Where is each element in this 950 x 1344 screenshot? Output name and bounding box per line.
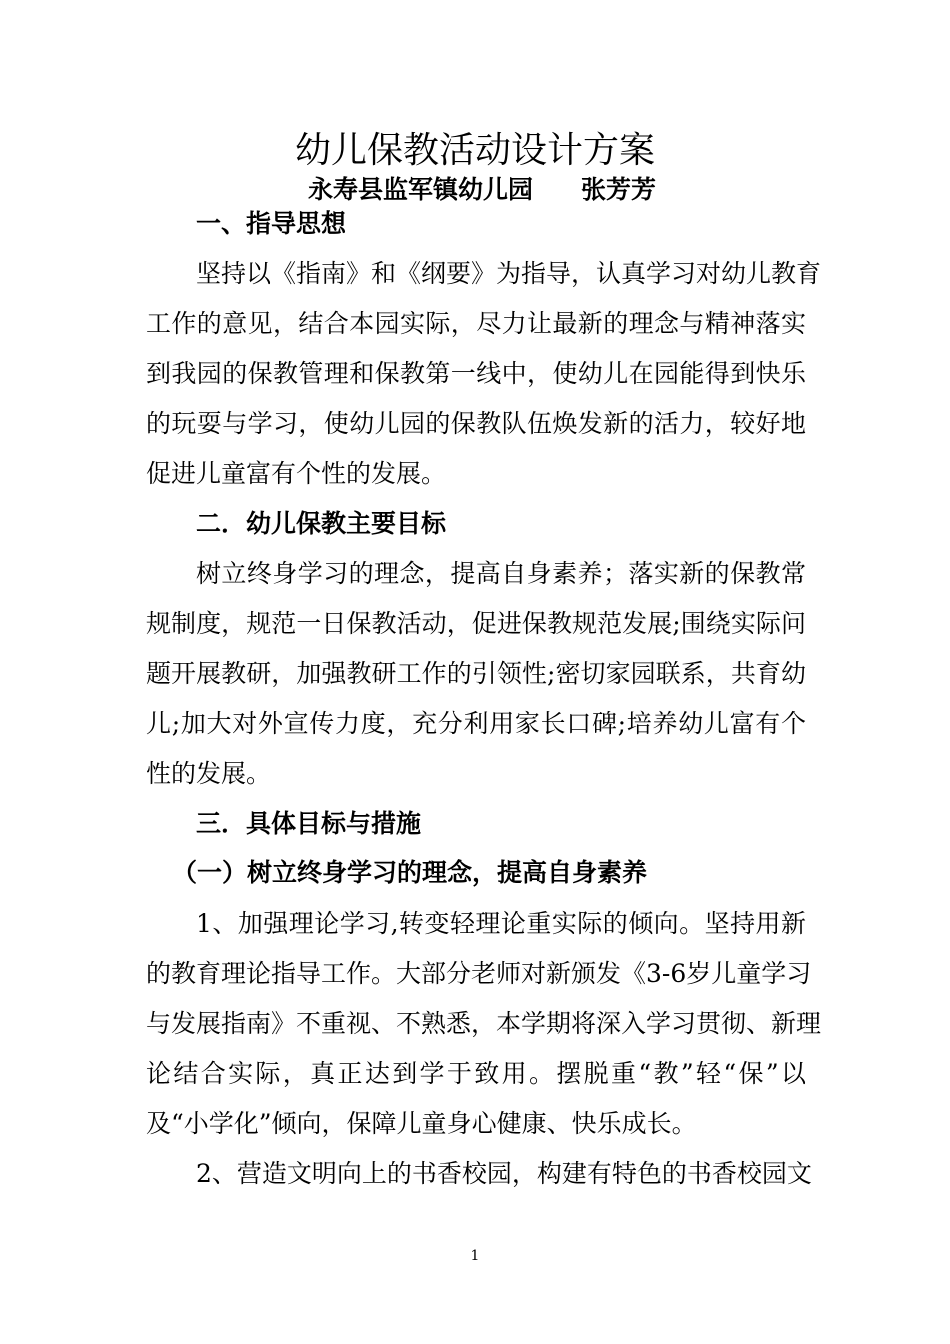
paragraph-line: 2、营造文明向上的书香校园，构建有特色的书香校园文 (196, 1159, 812, 1188)
paragraph-line: 规制度，规范一日保教活动，促进保教规范发展;围绕实际问 (146, 609, 806, 638)
paragraph-line: 的教育理论指导工作。大部分老师对新颁发《3-6岁儿童学习 (146, 959, 812, 988)
paragraph-line: 论结合实际，真正达到学于致用。摆脱重“教”轻“保”以 (146, 1059, 806, 1088)
paragraph-line: 到我园的保教管理和保教第一线中，使幼儿在园能得到快乐 (146, 359, 806, 388)
page-number: 1 (470, 1248, 480, 1264)
paragraph-line: 树立终身学习的理念，提高自身素养；落实新的保教常 (196, 559, 806, 588)
author-line (308, 172, 656, 208)
paragraph-line: 坚持以《指南》和《纲要》为指导，认真学习对幼儿教育 (196, 259, 822, 288)
section-heading-guiding-ideology: 一、指导思想 (196, 209, 347, 238)
section-heading-specific-goals: 三．具体目标与措施 (196, 809, 422, 838)
subsection-heading-lifelong-learning: （一）树立终身学习的理念，提高自身素养 (172, 858, 648, 887)
paragraph-line: 与发展指南》不重视、不熟悉，本学期将深入学习贯彻、新理 (146, 1009, 822, 1038)
paragraph-line: 儿;加大对外宣传力度，充分利用家长口碑;培养幼儿富有个 (146, 709, 806, 738)
document-title: 幼儿保教活动设计方案 (294, 130, 655, 171)
paragraph-line: 1、加强理论学习,转变轻理论重实际的倾向。坚持用新 (196, 909, 806, 938)
paragraph-line: 工作的意见，结合本园实际，尽力让最新的理念与精神落实 (146, 309, 806, 338)
section-heading-main-goals: 二．幼儿保教主要目标 (196, 509, 447, 538)
paragraph-line: 及“小学化”倾向，保障儿童身心健康、快乐成长。 (146, 1109, 697, 1138)
paragraph-line: 性的发展。 (146, 759, 272, 788)
paragraph-line: 的玩耍与学习，使幼儿园的保教队伍焕发新的活力，较好地 (146, 409, 806, 438)
author-organization: 永寿县监军镇幼儿园 (308, 175, 534, 204)
paragraph-line: 题开展教研，加强教研工作的引领性;密切家园联系，共育幼 (146, 659, 806, 688)
paragraph-line: 促进儿童富有个性的发展。 (146, 459, 447, 488)
author-name: 张芳芳 (581, 175, 657, 204)
